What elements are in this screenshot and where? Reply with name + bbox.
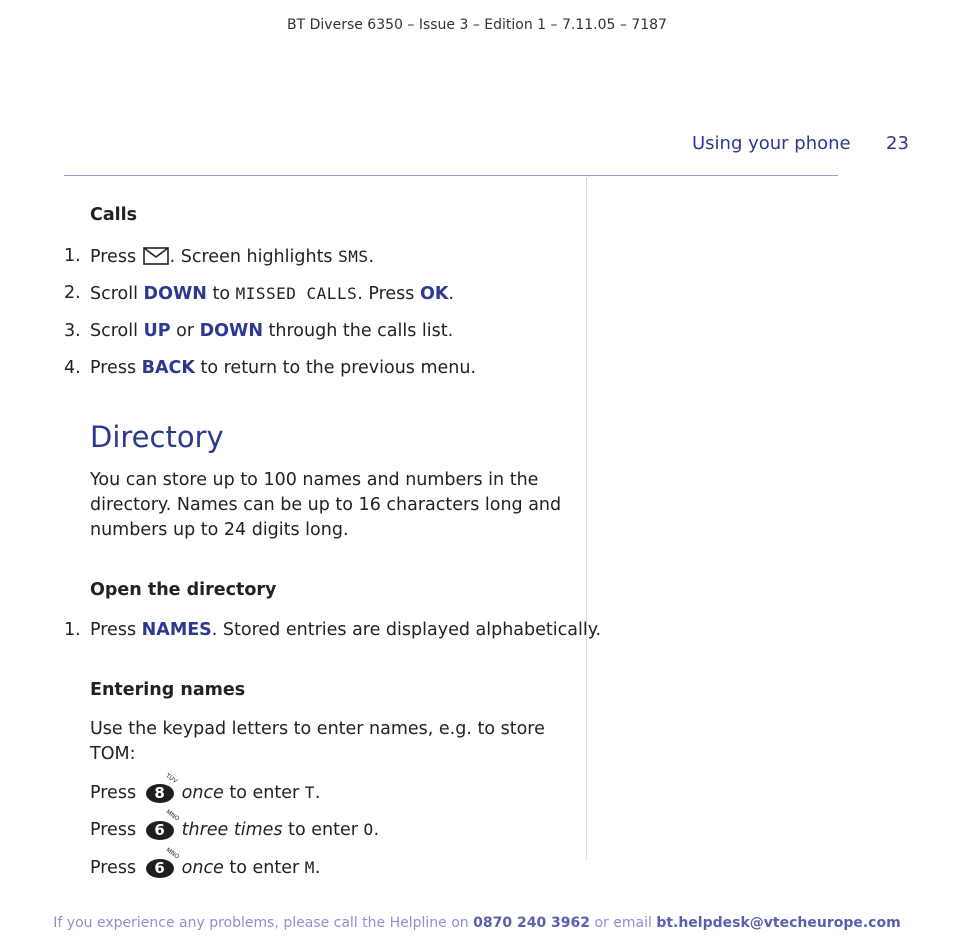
entering-names-heading: Entering names — [90, 680, 246, 700]
step-text: Press — [90, 358, 142, 378]
press-count: three times — [181, 820, 283, 840]
lcd-char: M — [304, 858, 315, 877]
keyword-down: DOWN — [199, 321, 263, 341]
key-digit: 8 — [146, 784, 174, 803]
directory-intro-line: numbers up to 24 digits long. — [90, 520, 349, 540]
entering-intro-line: Use the keypad letters to enter names, e.g. to store — [90, 719, 545, 739]
step-text: . Stored entries are displayed alphabetically. — [211, 620, 602, 640]
key-letters: MNO — [164, 846, 181, 861]
footer-text: or email — [590, 915, 657, 931]
step-text: . — [314, 858, 321, 878]
step-number: 4. — [64, 358, 81, 378]
calls-heading: Calls — [90, 205, 138, 225]
entering-intro-line: TOM: — [90, 744, 136, 764]
step-text: Press — [90, 620, 142, 640]
step-text: to enter — [282, 820, 364, 840]
envelope-icon — [143, 247, 169, 265]
key-digit: 6 — [146, 859, 174, 878]
step-text: . Screen highlights — [169, 247, 339, 267]
keyword-up: UP — [143, 321, 171, 341]
lcd-text: SMS — [338, 247, 369, 266]
step-text: to — [206, 284, 236, 304]
column-divider — [586, 178, 587, 860]
entry-example-o — [90, 808, 380, 843]
keypad-8-icon — [146, 772, 179, 803]
entry-example-m — [90, 846, 321, 881]
step-number: 1. — [64, 620, 81, 640]
step-text: Scroll — [90, 284, 144, 304]
calls-step-4 — [90, 356, 476, 381]
directory-intro-line: directory. Names can be up to 16 characters long and — [90, 495, 562, 515]
step-number: 2. — [64, 283, 81, 303]
keyword-down: DOWN — [143, 284, 207, 304]
step-text: Press — [90, 858, 137, 878]
calls-step-3 — [90, 319, 453, 344]
key-digit: 6 — [146, 821, 174, 840]
step-text: Press — [90, 783, 137, 803]
keypad-6-icon — [146, 846, 181, 878]
helpline-phone: 0870 240 3962 — [473, 915, 591, 931]
step-text: . — [373, 820, 380, 840]
helpdesk-email: bt.helpdesk@vtecheurope.com — [656, 915, 901, 931]
open-directory-heading: Open the directory — [90, 580, 277, 600]
lcd-char: T — [304, 783, 315, 802]
calls-step-1 — [90, 244, 374, 270]
step-text: . Press — [357, 284, 420, 304]
key-letters: TUV — [164, 772, 179, 785]
step-number: 3. — [64, 321, 81, 341]
step-text: Scroll — [90, 321, 144, 341]
open-directory-step-1 — [90, 618, 601, 643]
entry-example-t — [90, 772, 321, 806]
header-rule — [64, 175, 838, 176]
press-count: once — [181, 858, 224, 878]
helpline-footer — [0, 915, 954, 931]
keyword-back: BACK — [141, 358, 195, 378]
step-number: 1. — [64, 246, 81, 266]
directory-heading: Directory — [90, 420, 224, 454]
step-text: to enter — [223, 858, 305, 878]
directory-intro-line: You can store up to 100 names and numbers in the — [90, 470, 539, 490]
step-text: Press — [90, 247, 137, 267]
key-letters: MNO — [164, 808, 181, 823]
step-text: . — [368, 247, 375, 267]
keyword-names: NAMES — [141, 620, 212, 640]
lcd-text: MISSED CALLS — [235, 284, 358, 303]
footer-text: If you experience any problems, please call the Helpline on — [53, 915, 474, 931]
section-title: Using your phone — [692, 133, 851, 154]
press-count: once — [181, 783, 224, 803]
step-text: . — [314, 783, 321, 803]
lcd-char: O — [363, 820, 374, 839]
document-info: BT Diverse 6350 – Issue 3 – Edition 1 – 7.11.05 – 7187 — [287, 17, 667, 33]
step-text: to return to the previous menu. — [194, 358, 477, 378]
step-text: through the calls list. — [262, 321, 454, 341]
step-text: . — [448, 284, 454, 304]
step-text: Press — [90, 820, 137, 840]
step-text: or — [170, 321, 200, 341]
step-text: to enter — [223, 783, 305, 803]
keyword-ok: OK — [419, 284, 449, 304]
keypad-6-icon — [146, 808, 181, 840]
page-number: 23 — [886, 133, 909, 154]
calls-step-2 — [90, 281, 454, 307]
